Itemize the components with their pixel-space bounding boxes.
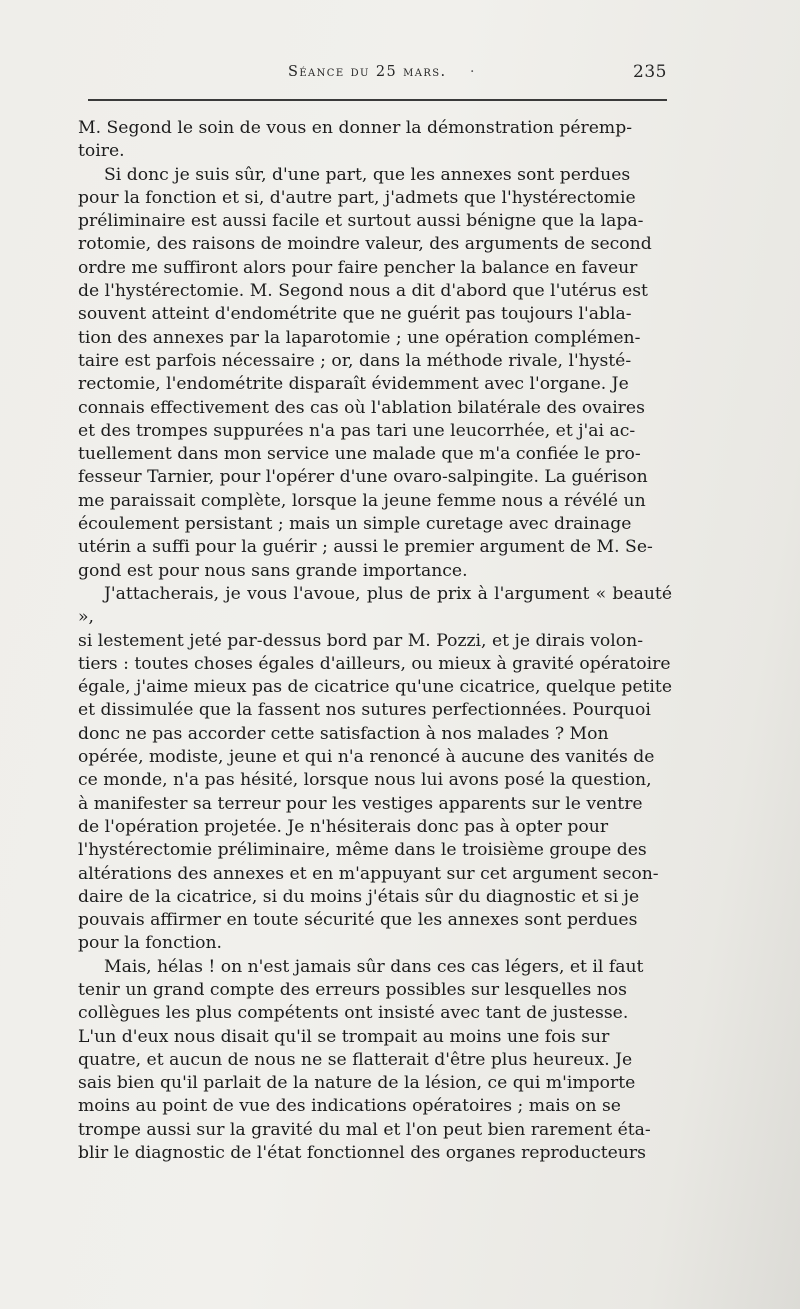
running-title: Séance du 25 mars.: [288, 64, 447, 80]
paragraph: Si donc je suis sûr, d'une part, que les annexes sont perdues pour la fonction et si, d'autre part, j'admets que l'hystérectomie préliminaire est aussi facile et surtout aussi bénigne que la lapa- rotomie, des raisons de moindre valeur, des arguments de second ordre me suffiront alors pour faire pencher la balance en faveur de l'hystérectomie. M. Segond nous a dit d'abord que l'utérus est souvent atteint d'endométrite que ne guérit pas toujours l'abla- tion des annexes par la laparotomie ; une opération complémen- taire est parfois nécessaire ; or, dans la méthode rivale, l'hysté- rectomie, l'endométrite disparaît évidemment avec l'organe. Je connais effectivement des cas où l'ablation bilatérale des ovaires et des trompes suppurées n'a pas tari une leucorrhée, et j'ai ac- tuellement dans mon service une malade que m'a confiée le pro- fesseur Tarnier, pour l'opérer d'une ovaro-salpingite. La guérison me paraissait complète, lorsque la jeune femme nous a révélé un écoulement persistant ; mais un simple curetage avec drainage utérin a suffi pour la guérir ; aussi le premier argument de M. Se- gond est pour nous sans grande importance.: [78, 164, 653, 581]
running-head-separator: ·: [470, 64, 475, 80]
paragraph: J'attacherais, je vous l'avoue, plus de prix à l'argument « beauté », si lestement jeté par-dessus bord par M. Pozzi, et je dirais volon- tiers : toutes choses égales d'ailleurs, ou mieux à gravité opératoire égale, j'aime mieux pas de cicatrice qu'une cicatrice, quelque petite et dissimulée que la fassent nos sutures perfectionnées. Pourquoi donc ne pas accorder cette satisfaction à nos malades ? Mon opérée, modiste, jeune et qui n'a renoncé à aucune des vanités de ce monde, n'a pas hésité, lorsque nous lui avons posé la question, à manifester sa terreur pour les vestiges apparents sur le ventre de l'opération projetée. Je n'hésiterais donc pas à opter pour l'hystérectomie préliminaire, même dans le troisième groupe des altérations des annexes et en m'appuyant sur cet argument secon- daire de la cicatrice, si du moins j'étais sûr du diagnostic et si je pouvais affirmer en toute sécurité que les annexes sont perdues pour la fonction.: [78, 583, 673, 954]
body-text: [78, 117, 672, 1165]
page-number: 235: [633, 62, 667, 82]
paragraph: Mais, hélas ! on n'est jamais sûr dans ces cas légers, et il faut tenir un grand compte des erreurs possibles sur lesquelles nos collègues les plus compétents ont insisté avec tant de justesse. L'un d'eux nous disait qu'il se trompait au moins une fois sur quatre, et aucun de nous ne se flatterait d'être plus heureux. Je sais bien qu'il parlait de la nature de la lésion, ce qui m'importe moins au point de vue des indications opératoires ; mais on se trompe aussi sur la gravité du mal et l'on peut bien rarement éta- blir le diagnostic de l'état fonctionnel des organes reproducteurs: [78, 956, 651, 1164]
paragraph: M. Segond le soin de vous en donner la démonstration péremp- toire.: [78, 118, 633, 162]
header-rule: [88, 99, 667, 101]
running-head: [88, 62, 667, 88]
